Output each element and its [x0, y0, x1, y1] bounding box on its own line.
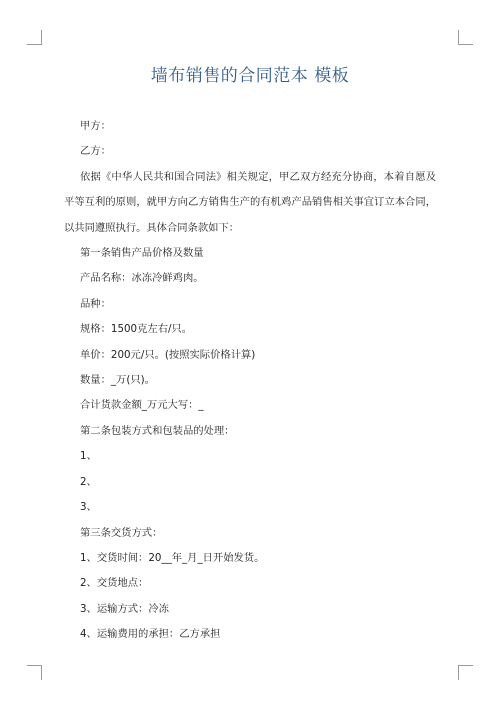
unit-price-line: 单价：200元/只。(按照实际价格计算) [80, 348, 256, 361]
article-3-heading: 第三条交货方式： [80, 526, 163, 539]
intro-paragraph: 依据《中华人民共和国合同法》相关规定，甲乙双方经充分协商，本着自愿及平等互利的原则，就甲方向乙方销售生产的有机鸡产品销售相关事宜订立本合同，以共同遵照执行。具体合同条款如下： [64, 170, 436, 234]
transport-method-line: 3、运输方式：冷冻 [80, 602, 169, 615]
article-1-heading: 第一条销售产品价格及数量 [80, 247, 204, 260]
delivery-time-line: 1、交货时间：20__年_月_日开始发货。 [80, 551, 265, 564]
packaging-item-1: 1、 [80, 450, 97, 463]
quantity-line: 数量：_万(只)。 [80, 374, 155, 387]
delivery-place-line: 2、交货地点： [80, 577, 149, 590]
total-amount-line: 合计货款金额_万元大写：_ [80, 399, 204, 412]
document-body [64, 114, 436, 648]
product-name-line: 产品名称：冰冻冷鲜鸡肉。 [80, 272, 204, 285]
crop-mark-bottom-left [27, 665, 42, 680]
article-2-heading: 第二条包装方式和包装品的处理： [80, 424, 235, 437]
spec-line: 规格：1500克左右/只。 [80, 323, 193, 336]
crop-mark-top-left [27, 30, 42, 45]
document-title: 墙布销售的合同范本 模板 [150, 66, 350, 86]
party-a-line: 甲方： [80, 120, 111, 132]
party-b-line: 乙方： [80, 145, 111, 158]
crop-mark-bottom-right [458, 665, 473, 680]
packaging-item-3: 3、 [80, 501, 97, 514]
variety-line: 品种： [80, 297, 111, 310]
transport-cost-line: 4、运输费用的承担：乙方承担 [80, 628, 221, 641]
packaging-item-2: 2、 [80, 475, 97, 488]
crop-mark-top-right [458, 30, 473, 45]
